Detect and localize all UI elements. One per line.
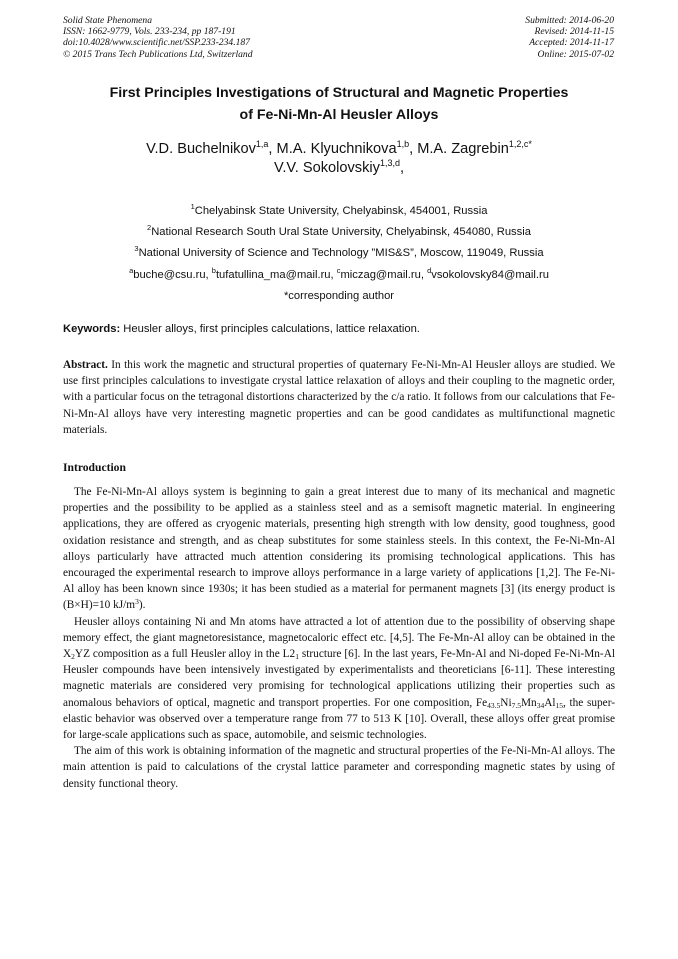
author-line-2 xyxy=(63,159,615,178)
author-separator: , xyxy=(399,160,405,176)
affiliation-3 xyxy=(63,243,615,264)
author-separator: , xyxy=(268,141,277,157)
email-mark: c xyxy=(336,265,341,275)
title-line-2: of Fe-Ni-Mn-Al Heusler Alloys xyxy=(239,107,439,123)
paragraph xyxy=(63,484,615,614)
subscript: 34 xyxy=(536,700,545,710)
author-list xyxy=(63,140,615,178)
author-affil-mark: 1,3,d xyxy=(379,158,400,168)
abstract-text: In this work the magnetic and structural properties of quaternary Fe-Ni-Mn-Al Heusler alloys are studied. We use first principles calculations to investigate crystal lattice relaxation of alloys and their coupling to the magnetic order, with a particular focus on the tetragonal distortions characterized by the c/a ratio. It follows from our calculations that Fe-Ni-Mn-Al alloys have very interesting magnetic properties and can be good candidates as multifunctional magnetic materials. xyxy=(63,359,615,436)
abstract xyxy=(63,357,615,438)
paragraph xyxy=(63,614,615,744)
affil-mark: 3 xyxy=(134,244,139,254)
email-link[interactable]: tufatullina_ma@mail.ru, xyxy=(215,268,337,281)
subscript: 43.5 xyxy=(487,700,501,710)
date-revised: Revised: 2014-11-15 xyxy=(534,26,614,38)
introduction-body xyxy=(63,484,615,792)
author-affil-mark: 1,a xyxy=(255,139,269,149)
affiliation-1 xyxy=(63,201,615,222)
subscript: 1 xyxy=(295,652,299,662)
author-separator: , xyxy=(409,141,418,157)
affil-mark: 2 xyxy=(147,223,152,233)
superscript: 3 xyxy=(135,597,139,607)
author-name: M.A. Klyuchnikova xyxy=(276,141,397,157)
journal-name: Solid State Phenomena xyxy=(63,15,152,26)
affiliation-2 xyxy=(63,222,615,243)
author-affil-mark: 1,2,c* xyxy=(508,139,532,149)
paragraph-text: Heusler alloys containing Ni and Mn atoms have attracted a lot of attention due to the possibility of observing shape memory effect, the giant magnetoresistance, magnetocaloric effect etc. [4,5]. The Fe-Mn-Al alloy can be obtained in the X xyxy=(63,615,615,661)
email-mark: d xyxy=(427,265,432,275)
section-heading-introduction: Introduction xyxy=(63,461,126,474)
date-submitted: Submitted: 2014-06-20 xyxy=(525,15,614,26)
paragraph-text: Mn xyxy=(520,696,537,709)
author-name: V.V. Sokolovskiy xyxy=(273,160,380,176)
affiliations xyxy=(63,201,615,307)
paragraph xyxy=(63,743,615,792)
paragraph-text: The Fe-Ni-Mn-Al alloys system is beginning to gain a great interest due to many of its mechanical and magnetic properties and the possibility to be applied as a stainless steel and as a semisoft magnetic material. In engineering applications, they are offered as cryogenic materials, presenting high strength with low density, good toughness, good oxidation resistance and strength, and as cheap substitutes for some stainless steels. In this context, the Fe-Ni-Mn-Al alloys particularly have attracted much attention considering its promising technological applications. This has encouraged the experimental research to improve alloys performance in a large variety of applications [1,2]. The Fe-Ni-Al alloy has been known since 1930s; it has been studied as a material for permanent magnets [3] (its energy product is (B×H)=10 kJ/m xyxy=(63,486,615,612)
paper-title xyxy=(63,82,615,126)
email-mark: b xyxy=(211,265,216,275)
publication-dates xyxy=(525,15,614,60)
email-mark: a xyxy=(129,265,134,275)
title-line-1: First Principles Investigations of Structural and Magnetic Properties xyxy=(109,85,569,101)
journal-info xyxy=(63,15,253,60)
email-link[interactable]: buche@csu.ru, xyxy=(133,268,212,281)
date-online: Online: 2015-07-02 xyxy=(537,48,614,60)
keywords-text: Heusler alloys, first principles calculations, lattice relaxation. xyxy=(120,323,420,335)
journal-copyright: © 2015 Trans Tech Publications Ltd, Switzerland xyxy=(63,48,253,60)
paragraph-text: The aim of this work is obtaining information of the magnetic and structural properties of the Fe-Ni-Mn-Al alloys. The main attention is paid to calculations of the crystal lattice parameter and corresponding magnetic states by using of density functional theory. xyxy=(63,745,615,790)
author-affil-mark: 1,b xyxy=(396,139,410,149)
subscript: 15 xyxy=(555,700,563,710)
author-name: V.D. Buchelnikov xyxy=(146,141,256,157)
keywords-label: Keywords: xyxy=(63,323,121,335)
paragraph-text: Al xyxy=(544,696,556,709)
email-link[interactable]: vsokolovsky84@mail.ru xyxy=(431,268,549,281)
affil-text: Chelyabinsk State University, Chelyabinsk, 454001, Russia xyxy=(194,205,488,217)
keywords xyxy=(63,322,420,336)
corresponding-author-note: *corresponding author xyxy=(283,289,395,302)
email-link[interactable]: miczag@mail.ru, xyxy=(340,268,428,281)
email-line xyxy=(63,265,615,286)
affil-mark: 1 xyxy=(190,202,195,211)
abstract-label: Abstract. xyxy=(63,359,108,371)
paragraph-text: YZ composition as a full Heusler alloy in the L2 xyxy=(74,648,296,661)
subscript: 7.5 xyxy=(511,700,521,710)
subscript: 2 xyxy=(71,652,75,662)
journal-doi: doi:10.4028/www.scientific.net/SSP.233-234.187 xyxy=(63,37,250,49)
journal-issn: ISSN: 1662-9779, Vols. 233-234, pp 187-191 xyxy=(63,26,236,38)
paragraph-text: structure [6]. In the last years, Fe-Mn-Al and Ni-doped Fe-Ni-Mn-Al Heusler compounds have been intensively investigated by experimentalists and theoreticians [6-11]. These interesting magnetic materials are considered very promising for technological applications utilizing their properties such as anomalous behaviors of optical, magnetic and transport properties. For one composition, Fe xyxy=(63,648,615,709)
paragraph-text: ). xyxy=(138,599,146,612)
author-name: M.A. Zagrebin xyxy=(417,141,509,157)
affil-text: National Research South Ural State University, Chelyabinsk, 454080, Russia xyxy=(151,226,531,239)
paragraph-text: , the super-elastic behavior was observed over a temperature range from 77 to 513 K [10]. Overall, these alloys offer great promise for large-scale applications such as space, automobile, and seismic technologies. xyxy=(63,696,615,742)
affil-text: National University of Science and Technology ”MIS&S”, Moscow, 119049, Russia xyxy=(138,247,544,260)
paragraph-text: Ni xyxy=(500,696,512,709)
author-line-1 xyxy=(63,140,615,159)
date-accepted: Accepted: 2014-11-17 xyxy=(529,37,614,49)
